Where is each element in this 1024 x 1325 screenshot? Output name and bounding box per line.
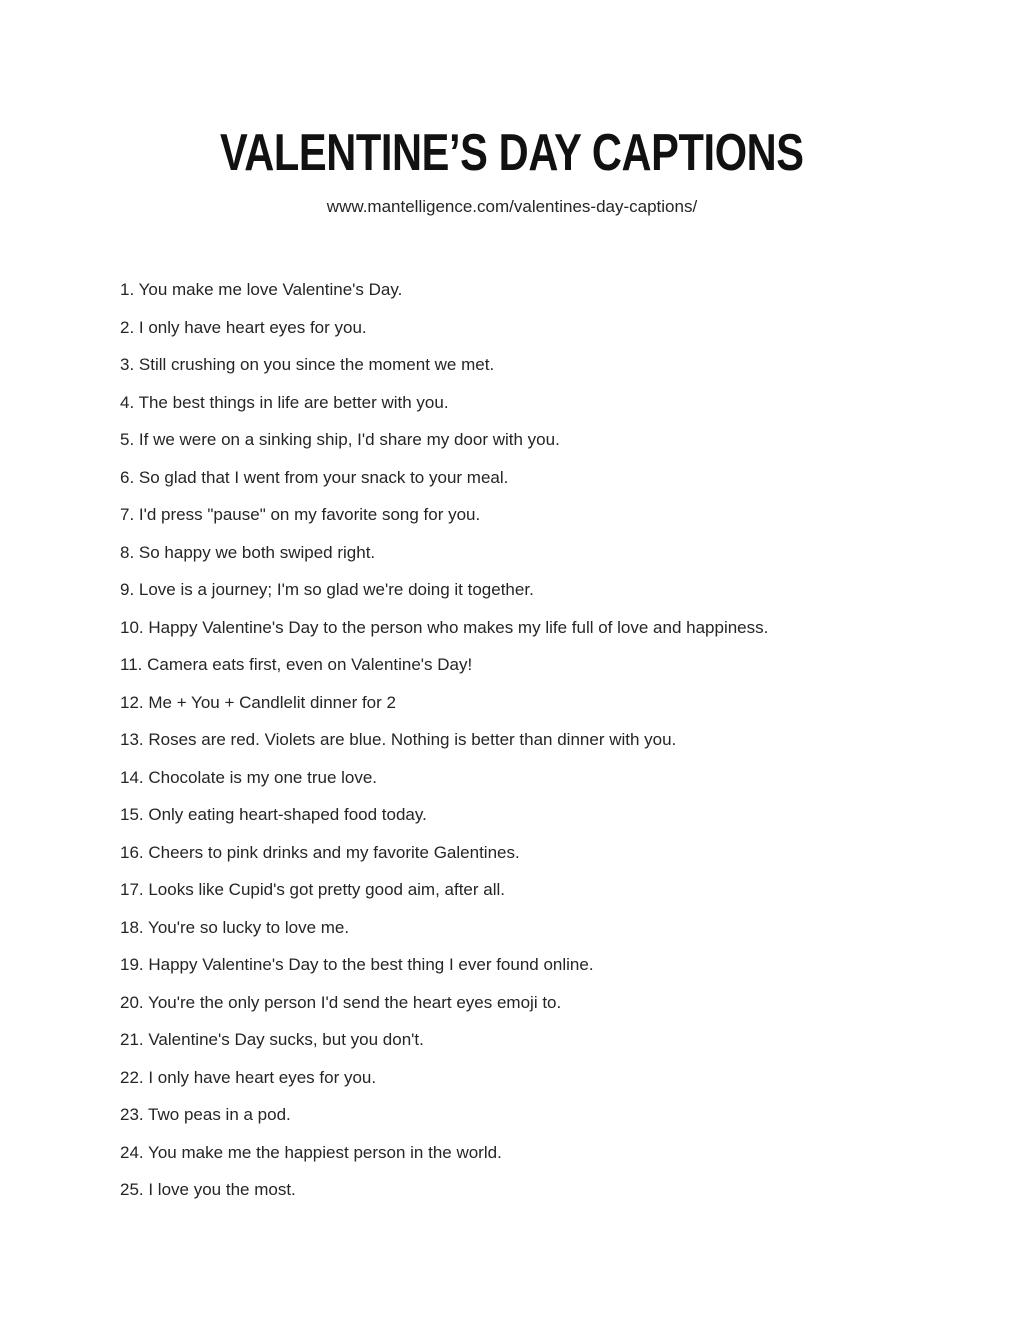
- source-url: www.mantelligence.com/valentines-day-captions/: [326, 197, 698, 216]
- list-item: 5. If we were on a sinking ship, I'd share my door with you.: [120, 430, 560, 449]
- list-item: 1. You make me love Valentine's Day.: [120, 280, 403, 299]
- list-item: 22. I only have heart eyes for you.: [120, 1067, 377, 1087]
- list-item: 10. Happy Valentine's Day to the person who makes my life full of love and happiness.: [120, 617, 769, 637]
- list-item: 2. I only have heart eyes for you.: [120, 317, 367, 337]
- list-item: 12. Me + You + Candlelit dinner for 2: [120, 692, 396, 712]
- list-item: 19. Happy Valentine's Day to the best thing I ever found online.: [120, 955, 594, 974]
- list-item: 24. You make me the happiest person in the world.: [120, 1142, 502, 1162]
- list-item: 13. Roses are red. Violets are blue. Nothing is better than dinner with you.: [120, 730, 677, 749]
- list-item: 15. Only eating heart-shaped food today.: [120, 805, 427, 824]
- list-item: 6. So glad that I went from your snack to your meal.: [120, 467, 509, 487]
- list-item: 21. Valentine's Day sucks, but you don't.: [120, 1030, 424, 1049]
- list-item: 14. Chocolate is my one true love.: [120, 767, 378, 787]
- list-item: 4. The best things in life are better with you.: [120, 392, 449, 412]
- list-item: 17. Looks like Cupid's got pretty good aim, after all.: [120, 880, 506, 899]
- list-item: 7. I'd press "pause" on my favorite song for you.: [120, 505, 481, 524]
- list-item: 8. So happy we both swiped right.: [120, 542, 376, 562]
- list-item: 23. Two peas in a pod.: [120, 1105, 291, 1124]
- list-item: 16. Cheers to pink drinks and my favorite Galentines.: [120, 842, 520, 862]
- list-item: 3. Still crushing on you since the moment we met.: [120, 355, 495, 374]
- list-item: 25. I love you the most.: [120, 1180, 296, 1199]
- list-item: 11. Camera eats first, even on Valentine's Day!: [120, 655, 473, 674]
- list-item: 20. You're the only person I'd send the heart eyes emoji to.: [120, 992, 562, 1012]
- captions-list: [0, 279, 1024, 1200]
- page-title-text: VALENTINE’S DAY CAPTIONS: [220, 124, 804, 182]
- list-item: 9. Love is a journey; I'm so glad we're doing it together.: [120, 580, 534, 599]
- list-item: 18. You're so lucky to love me.: [120, 917, 350, 937]
- page-title: [0, 0, 1024, 182]
